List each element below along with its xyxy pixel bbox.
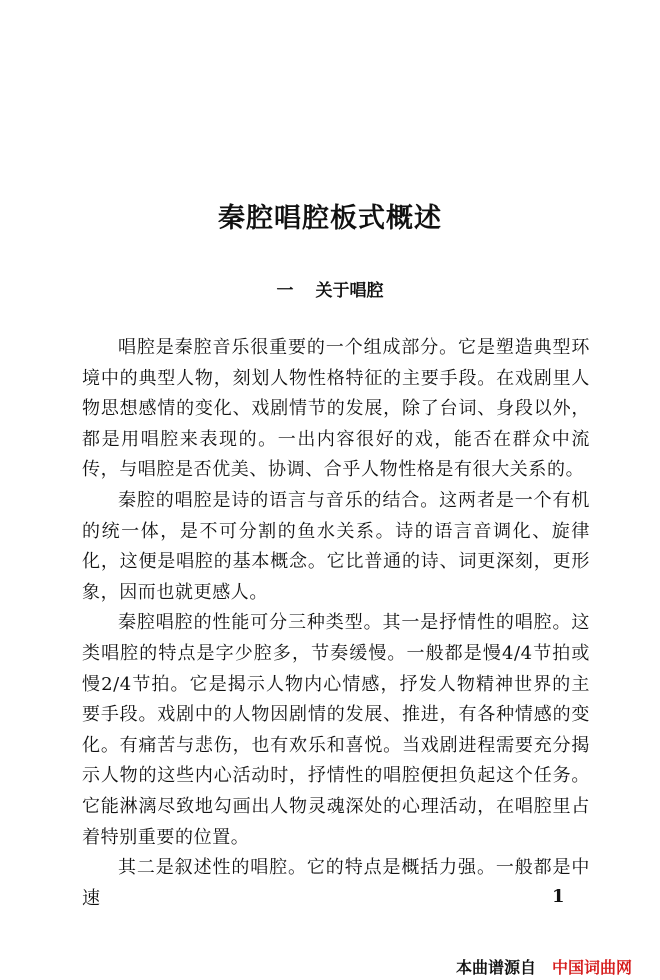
watermark-site-name: 中国词曲网 <box>552 958 633 977</box>
paragraph: 唱腔是秦腔音乐很重要的一个组成部分。它是塑造典型环境中的典型人物，刻划人物性格特征的主要手段。在戏剧里人物思想感情的变化、戏剧情节的发展，除了台词、身段以外，都是用唱腔来表现的。一出内容很好的戏，能否在群众中流传，与唱腔是否优美、协调、合乎人物性格是有很大关系的。 <box>82 337 590 481</box>
body-text <box>82 333 590 914</box>
section-title: 关于唱腔 <box>315 281 384 301</box>
section-number: 一 <box>276 281 294 301</box>
source-watermark <box>456 955 632 978</box>
page-title: 秦腔唱腔板式概述 <box>218 203 442 234</box>
paragraph: 其二是叙述性的唱腔。它的特点是概括力强。一般都是中速 <box>82 857 590 909</box>
paragraph: 秦腔唱腔的性能可分三种类型。其一是抒情性的唱腔。这类唱腔的特点是字少腔多，节奏缓慢。一般都是慢4/4节拍或慢2/4节拍。它是揭示人物内心情感，抒发人物精神世界的主要手段。戏剧中的人物因剧情的发展、推进，有各种情感的变化。有痛苦与悲伤，也有欢乐和喜悦。当戏剧进程需要充分揭示人物的这些内心活动时，抒情性的唱腔便担负起这个任务。它能淋漓尽致地勾画出人物灵魂深处的心理活动，在唱腔里占着特别重要的位置。 <box>82 612 590 848</box>
section-heading <box>0 276 660 301</box>
page-number: 1 <box>552 886 565 907</box>
watermark-source-text: 本曲谱源自 <box>456 958 537 977</box>
paragraph: 秦腔的唱腔是诗的语言与音乐的结合。这两者是一个有机的统一体，是不可分割的鱼水关系。诗的语言音调化、旋律化，这便是唱腔的基本概念。它比普通的诗、词更深刻，更形象，因而也就更感人。 <box>82 489 590 603</box>
